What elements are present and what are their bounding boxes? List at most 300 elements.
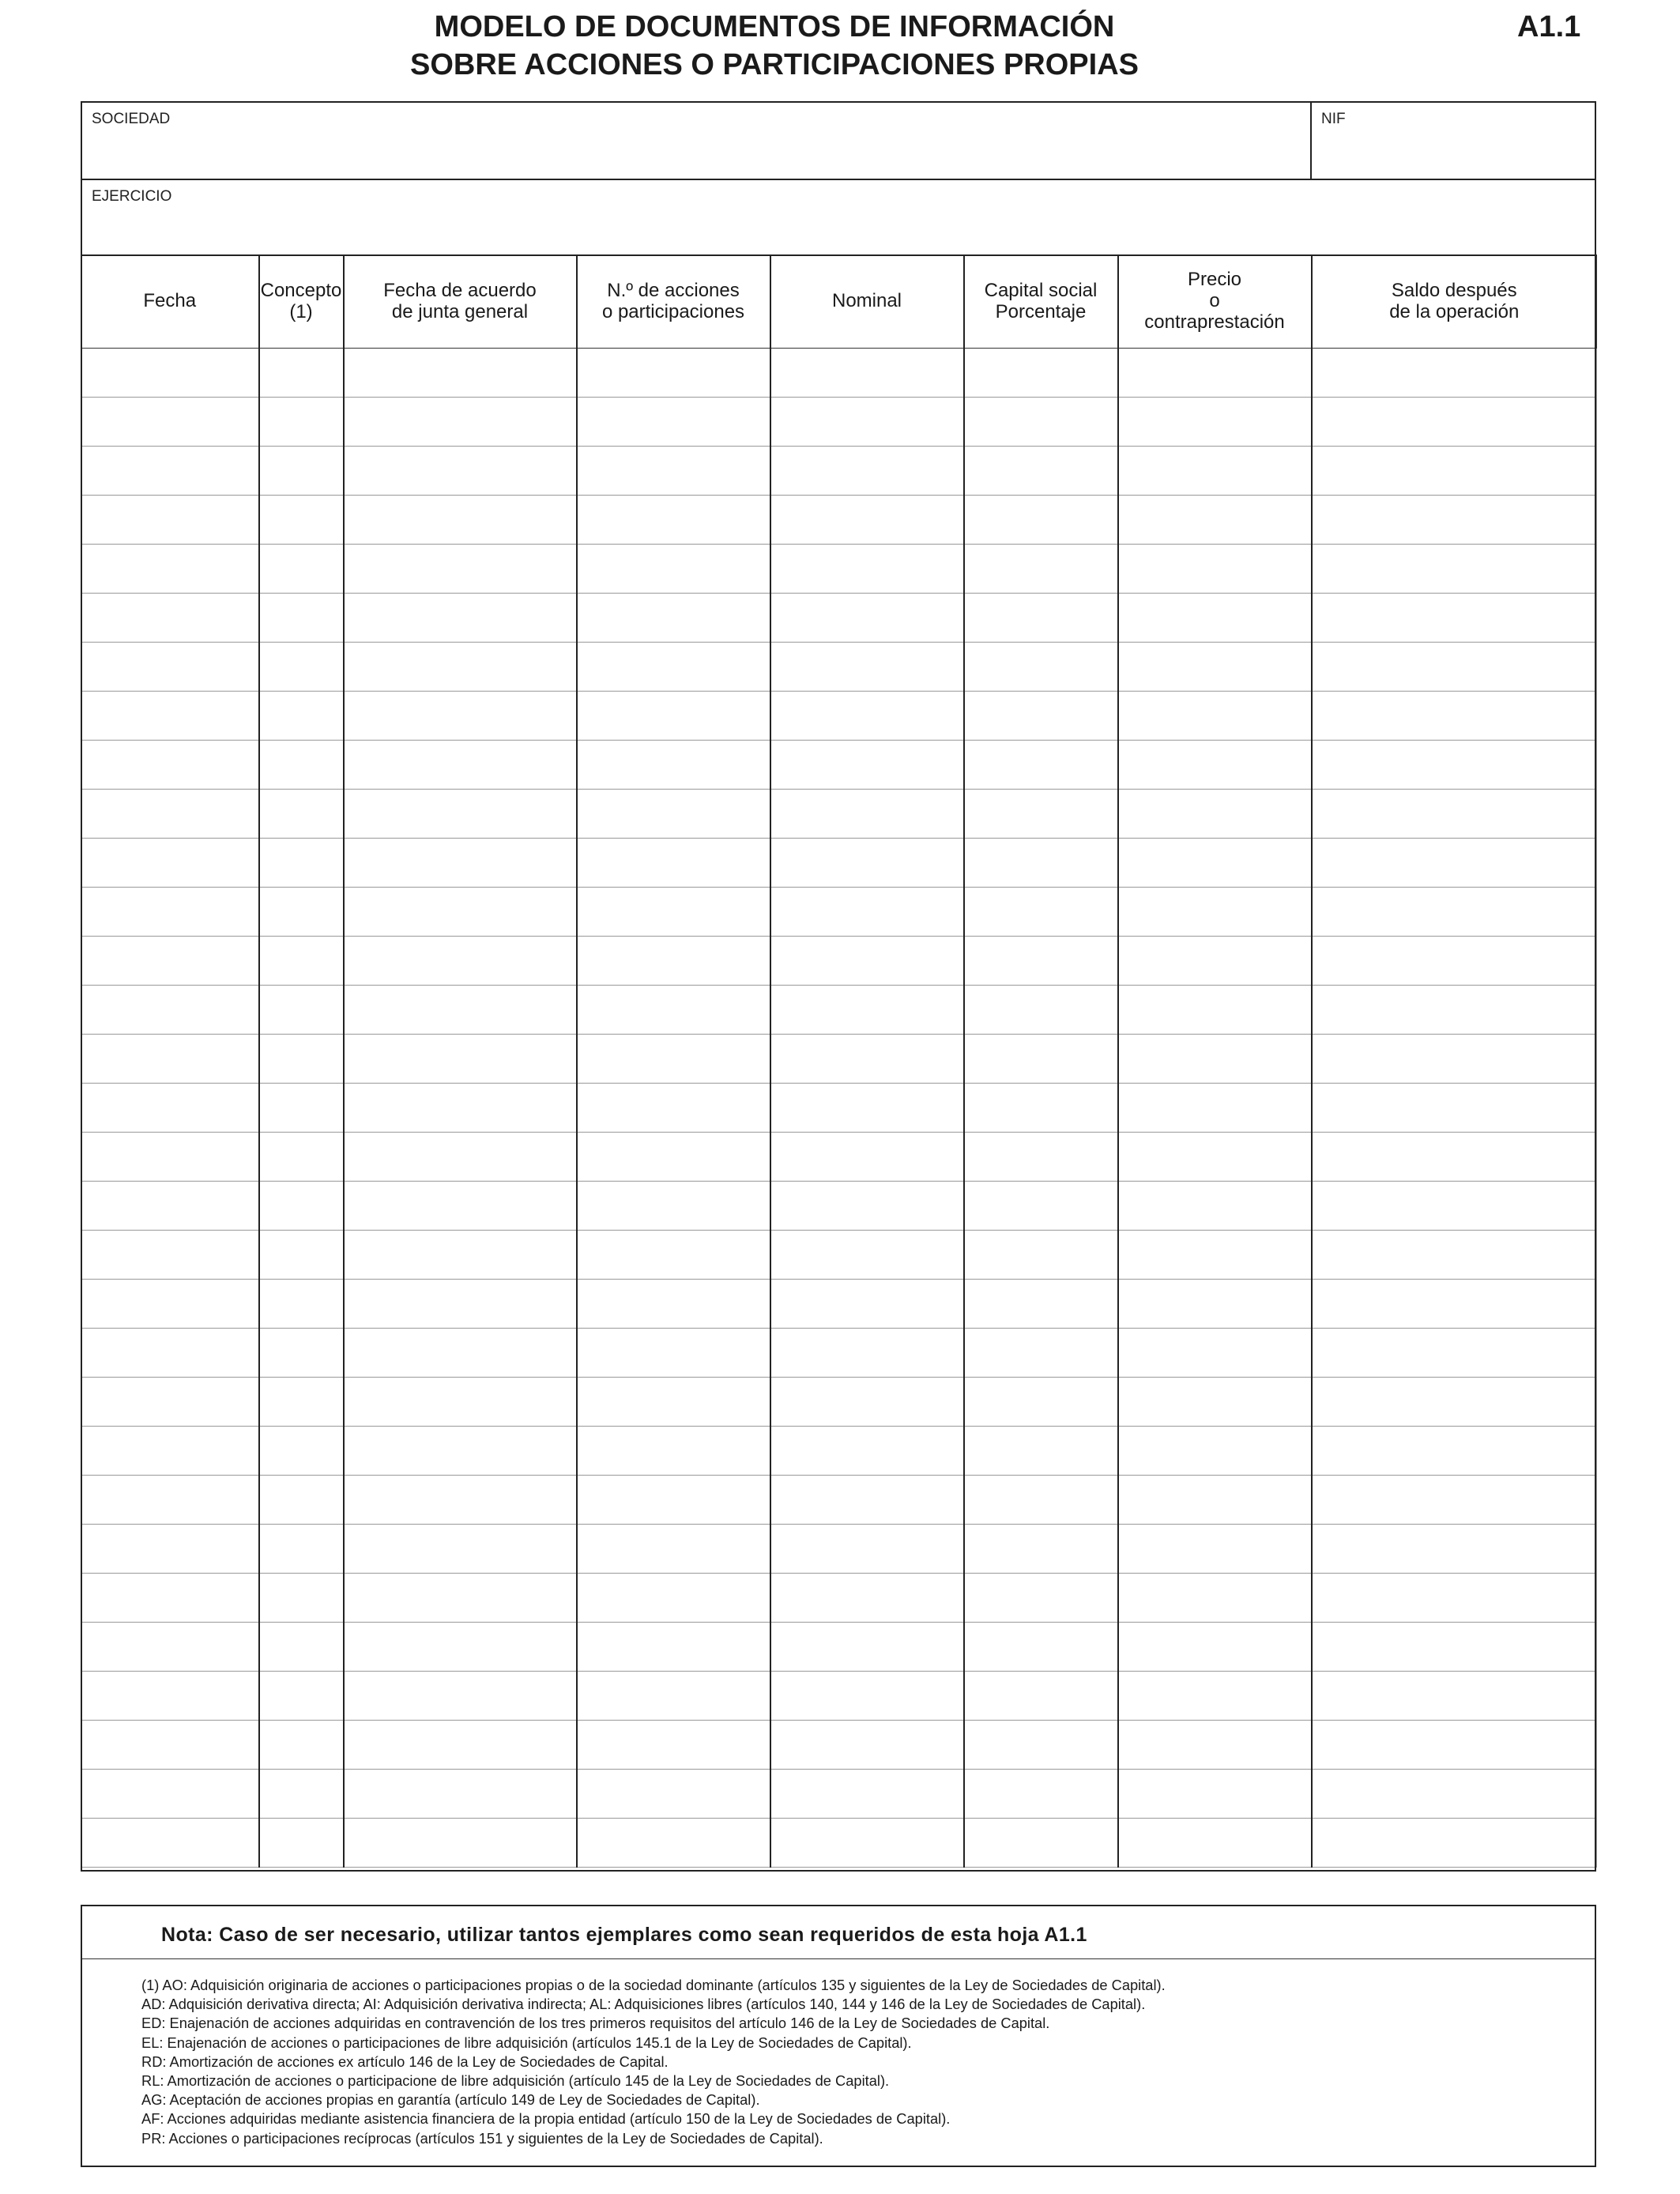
cell-fecha[interactable] — [81, 495, 259, 544]
cell-saldo[interactable] — [1312, 544, 1597, 593]
cell-concepto[interactable] — [259, 740, 344, 789]
cell-saldo[interactable] — [1312, 1083, 1597, 1132]
cell-fecha[interactable] — [81, 1377, 259, 1426]
cell-concepto[interactable] — [259, 348, 344, 397]
cell-precio[interactable] — [1118, 1230, 1312, 1279]
cell-capital-social[interactable] — [964, 1181, 1118, 1230]
cell-fecha[interactable] — [81, 789, 259, 838]
cell-nominal[interactable] — [770, 1328, 964, 1377]
cell-concepto[interactable] — [259, 691, 344, 740]
cell-fecha-acuerdo[interactable] — [344, 1377, 577, 1426]
cell-concepto[interactable] — [259, 1622, 344, 1671]
cell-precio[interactable] — [1118, 740, 1312, 789]
table-row — [81, 1426, 1597, 1475]
cell-saldo[interactable] — [1312, 1671, 1597, 1720]
cell-saldo[interactable] — [1312, 887, 1597, 936]
cell-nominal[interactable] — [770, 887, 964, 936]
column-header-fecha: Fecha — [81, 254, 259, 348]
cell-concepto[interactable] — [259, 1328, 344, 1377]
cell-saldo[interactable] — [1312, 1181, 1597, 1230]
cell-fecha-acuerdo[interactable] — [344, 1818, 577, 1867]
cell-num-acciones[interactable] — [577, 1426, 770, 1475]
cell-fecha[interactable] — [81, 1671, 259, 1720]
cell-num-acciones[interactable] — [577, 495, 770, 544]
cell-saldo[interactable] — [1312, 691, 1597, 740]
cell-capital-social[interactable] — [964, 348, 1118, 397]
cell-num-acciones[interactable] — [577, 1230, 770, 1279]
cell-saldo[interactable] — [1312, 1230, 1597, 1279]
cell-num-acciones[interactable] — [577, 446, 770, 495]
cell-capital-social[interactable] — [964, 544, 1118, 593]
cell-saldo[interactable] — [1312, 838, 1597, 887]
cell-fecha[interactable] — [81, 348, 259, 397]
footnotes-list — [141, 1976, 1166, 2148]
table-row — [81, 1181, 1597, 1230]
cell-nominal[interactable] — [770, 985, 964, 1034]
cell-saldo[interactable] — [1312, 1132, 1597, 1181]
cell-fecha[interactable] — [81, 1328, 259, 1377]
table-row — [81, 887, 1597, 936]
cell-capital-social[interactable] — [964, 740, 1118, 789]
cell-precio[interactable] — [1118, 1328, 1312, 1377]
cell-num-acciones[interactable] — [577, 789, 770, 838]
cell-precio[interactable] — [1118, 397, 1312, 446]
cell-fecha-acuerdo[interactable] — [344, 642, 577, 691]
cell-nominal[interactable] — [770, 1377, 964, 1426]
cell-nominal[interactable] — [770, 1524, 964, 1573]
cell-concepto[interactable] — [259, 495, 344, 544]
cell-concepto[interactable] — [259, 544, 344, 593]
footnote-line: EL: Enajenación de acciones o participaciones de libre adquisición (artículos 145.1 de la Ley de Sociedades de Capital). — [141, 2034, 912, 2051]
cell-num-acciones[interactable] — [577, 348, 770, 397]
table-row — [81, 1769, 1597, 1818]
cell-nominal[interactable] — [770, 446, 964, 495]
note-title: Nota: Caso de ser necesario, utilizar tantos ejemplares como sean requeridos de esta hoja A1.1 — [161, 1924, 1087, 1946]
cell-capital-social[interactable] — [964, 1769, 1118, 1818]
cell-num-acciones[interactable] — [577, 593, 770, 642]
sheet-code: A1.1 — [1517, 10, 1581, 43]
table-row — [81, 1524, 1597, 1573]
column-header-saldo: Saldo después de la operación — [1312, 254, 1597, 348]
cell-num-acciones[interactable] — [577, 1671, 770, 1720]
cell-fecha-acuerdo[interactable] — [344, 1426, 577, 1475]
cell-nominal[interactable] — [770, 397, 964, 446]
cell-num-acciones[interactable] — [577, 838, 770, 887]
cell-nominal[interactable] — [770, 1279, 964, 1328]
cell-saldo[interactable] — [1312, 1279, 1597, 1328]
cell-precio[interactable] — [1118, 1279, 1312, 1328]
cell-fecha-acuerdo[interactable] — [344, 348, 577, 397]
cell-precio[interactable] — [1118, 936, 1312, 985]
table-row — [81, 789, 1597, 838]
cell-precio[interactable] — [1118, 1426, 1312, 1475]
cell-nominal[interactable] — [770, 936, 964, 985]
nif-field[interactable] — [1310, 101, 1596, 180]
cell-num-acciones[interactable] — [577, 1475, 770, 1524]
table-row — [81, 1622, 1597, 1671]
cell-fecha[interactable] — [81, 1475, 259, 1524]
cell-num-acciones[interactable] — [577, 1181, 770, 1230]
cell-fecha[interactable] — [81, 1622, 259, 1671]
cell-nominal[interactable] — [770, 1769, 964, 1818]
table-row — [81, 838, 1597, 887]
cell-fecha[interactable] — [81, 1818, 259, 1867]
cell-concepto[interactable] — [259, 1573, 344, 1622]
cell-saldo[interactable] — [1312, 348, 1597, 397]
cell-saldo[interactable] — [1312, 1720, 1597, 1769]
cell-saldo[interactable] — [1312, 446, 1597, 495]
cell-num-acciones[interactable] — [577, 1622, 770, 1671]
cell-saldo[interactable] — [1312, 936, 1597, 985]
table-row — [81, 1230, 1597, 1279]
cell-capital-social[interactable] — [964, 397, 1118, 446]
cell-fecha-acuerdo[interactable] — [344, 887, 577, 936]
cell-num-acciones[interactable] — [577, 1034, 770, 1083]
cell-nominal[interactable] — [770, 691, 964, 740]
cell-concepto[interactable] — [259, 1524, 344, 1573]
cell-num-acciones[interactable] — [577, 1083, 770, 1132]
cell-capital-social[interactable] — [964, 1573, 1118, 1622]
cell-precio[interactable] — [1118, 495, 1312, 544]
footnote-line: RD: Amortización de acciones ex artículo 146 de la Ley de Sociedades de Capital. — [141, 2053, 669, 2070]
cell-saldo[interactable] — [1312, 593, 1597, 642]
cell-capital-social[interactable] — [964, 936, 1118, 985]
cell-capital-social[interactable] — [964, 887, 1118, 936]
cell-nominal[interactable] — [770, 1622, 964, 1671]
cell-num-acciones[interactable] — [577, 544, 770, 593]
cell-fecha[interactable] — [81, 593, 259, 642]
cell-fecha[interactable] — [81, 544, 259, 593]
cell-capital-social[interactable] — [964, 1524, 1118, 1573]
cell-capital-social[interactable] — [964, 1132, 1118, 1181]
cell-num-acciones[interactable] — [577, 1328, 770, 1377]
cell-nominal[interactable] — [770, 1426, 964, 1475]
cell-fecha[interactable] — [81, 691, 259, 740]
table-row — [81, 1279, 1597, 1328]
cell-precio[interactable] — [1118, 838, 1312, 887]
cell-nominal[interactable] — [770, 642, 964, 691]
cell-num-acciones[interactable] — [577, 936, 770, 985]
cell-saldo[interactable] — [1312, 642, 1597, 691]
cell-fecha[interactable] — [81, 1426, 259, 1475]
cell-precio[interactable] — [1118, 691, 1312, 740]
cell-concepto[interactable] — [259, 1818, 344, 1867]
cell-fecha[interactable] — [81, 1720, 259, 1769]
cell-fecha-acuerdo[interactable] — [344, 1622, 577, 1671]
cell-precio[interactable] — [1118, 985, 1312, 1034]
cell-num-acciones[interactable] — [577, 1377, 770, 1426]
cell-saldo[interactable] — [1312, 1769, 1597, 1818]
cell-nominal[interactable] — [770, 1181, 964, 1230]
cell-precio[interactable] — [1118, 789, 1312, 838]
cell-concepto[interactable] — [259, 1132, 344, 1181]
cell-concepto[interactable] — [259, 1279, 344, 1328]
cell-concepto[interactable] — [259, 397, 344, 446]
cell-concepto[interactable] — [259, 1671, 344, 1720]
note-divider — [82, 1958, 1595, 1959]
cell-precio[interactable] — [1118, 1377, 1312, 1426]
footnote-line: ED: Enajenación de acciones adquiridas en contravención de los tres primeros requisitos del artículo 146 de la Ley de Sociedades de Capital. — [141, 2015, 1050, 2032]
cell-num-acciones[interactable] — [577, 1524, 770, 1573]
cell-fecha-acuerdo[interactable] — [344, 1769, 577, 1818]
cell-precio[interactable] — [1118, 446, 1312, 495]
column-header-fecha-acuerdo: Fecha de acuerdo de junta general — [344, 254, 577, 348]
cell-nominal[interactable] — [770, 740, 964, 789]
cell-precio[interactable] — [1118, 1818, 1312, 1867]
cell-capital-social[interactable] — [964, 1426, 1118, 1475]
cell-precio[interactable] — [1118, 1671, 1312, 1720]
cell-concepto[interactable] — [259, 593, 344, 642]
cell-fecha[interactable] — [81, 936, 259, 985]
cell-nominal[interactable] — [770, 593, 964, 642]
ejercicio-field[interactable] — [81, 179, 1596, 256]
cell-precio[interactable] — [1118, 348, 1312, 397]
cell-fecha[interactable] — [81, 397, 259, 446]
cell-fecha-acuerdo[interactable] — [344, 1524, 577, 1573]
sociedad-field[interactable] — [81, 101, 1312, 180]
cell-concepto[interactable] — [259, 838, 344, 887]
cell-precio[interactable] — [1118, 1573, 1312, 1622]
cell-fecha-acuerdo[interactable] — [344, 789, 577, 838]
cell-nominal[interactable] — [770, 348, 964, 397]
cell-precio[interactable] — [1118, 642, 1312, 691]
cell-saldo[interactable] — [1312, 1377, 1597, 1426]
column-header-capital-social: Capital social Porcentaje — [964, 254, 1118, 348]
cell-concepto[interactable] — [259, 1426, 344, 1475]
nif-label: NIF — [1321, 111, 1346, 127]
cell-saldo[interactable] — [1312, 985, 1597, 1034]
title-line-1: MODELO DE DOCUMENTOS DE INFORMACIÓN — [434, 10, 1115, 43]
cell-precio[interactable] — [1118, 544, 1312, 593]
cell-concepto[interactable] — [259, 1181, 344, 1230]
cell-capital-social[interactable] — [964, 1720, 1118, 1769]
cell-fecha-acuerdo[interactable] — [344, 544, 577, 593]
table-row — [81, 1573, 1597, 1622]
cell-fecha-acuerdo[interactable] — [344, 1230, 577, 1279]
cell-saldo[interactable] — [1312, 1034, 1597, 1083]
cell-fecha[interactable] — [81, 838, 259, 887]
table-row — [81, 1328, 1597, 1377]
cell-concepto[interactable] — [259, 1230, 344, 1279]
cell-precio[interactable] — [1118, 593, 1312, 642]
cell-fecha[interactable] — [81, 1524, 259, 1573]
table-row — [81, 544, 1597, 593]
cell-saldo[interactable] — [1312, 740, 1597, 789]
title-line-2: SOBRE ACCIONES O PARTICIPACIONES PROPIAS — [410, 48, 1139, 81]
table-row — [81, 446, 1597, 495]
cell-fecha[interactable] — [81, 1181, 259, 1230]
cell-fecha-acuerdo[interactable] — [344, 1279, 577, 1328]
column-header-nominal: Nominal — [770, 254, 964, 348]
cell-precio[interactable] — [1118, 1083, 1312, 1132]
cell-capital-social[interactable] — [964, 1034, 1118, 1083]
cell-fecha-acuerdo[interactable] — [344, 985, 577, 1034]
sociedad-label: SOCIEDAD — [92, 111, 171, 127]
cell-saldo[interactable] — [1312, 397, 1597, 446]
cell-saldo[interactable] — [1312, 495, 1597, 544]
cell-fecha-acuerdo[interactable] — [344, 397, 577, 446]
table-row — [81, 1083, 1597, 1132]
cell-num-acciones[interactable] — [577, 1818, 770, 1867]
cell-nominal[interactable] — [770, 1573, 964, 1622]
cell-fecha-acuerdo[interactable] — [344, 1181, 577, 1230]
column-header-concepto: Concepto (1) — [259, 254, 344, 348]
cell-concepto[interactable] — [259, 1475, 344, 1524]
cell-num-acciones[interactable] — [577, 397, 770, 446]
cell-fecha-acuerdo[interactable] — [344, 1573, 577, 1622]
footnote-line: AF: Acciones adquiridas mediante asistencia financiera de la propia entidad (artículo 150 de la Ley de Sociedades de Capital). — [141, 2110, 951, 2128]
cell-fecha[interactable] — [81, 642, 259, 691]
cell-saldo[interactable] — [1312, 1622, 1597, 1671]
cell-fecha-acuerdo[interactable] — [344, 1671, 577, 1720]
cell-num-acciones[interactable] — [577, 740, 770, 789]
cell-num-acciones[interactable] — [577, 1132, 770, 1181]
cell-capital-social[interactable] — [964, 1622, 1118, 1671]
cell-fecha[interactable] — [81, 1769, 259, 1818]
cell-fecha[interactable] — [81, 1083, 259, 1132]
cell-fecha-acuerdo[interactable] — [344, 1083, 577, 1132]
cell-precio[interactable] — [1118, 1622, 1312, 1671]
cell-saldo[interactable] — [1312, 789, 1597, 838]
cell-fecha-acuerdo[interactable] — [344, 1328, 577, 1377]
cell-nominal[interactable] — [770, 1132, 964, 1181]
cell-capital-social[interactable] — [964, 1328, 1118, 1377]
cell-nominal[interactable] — [770, 1720, 964, 1769]
cell-nominal[interactable] — [770, 495, 964, 544]
cell-concepto[interactable] — [259, 1769, 344, 1818]
cell-concepto[interactable] — [259, 1034, 344, 1083]
cell-capital-social[interactable] — [964, 1230, 1118, 1279]
cell-saldo[interactable] — [1312, 1475, 1597, 1524]
cell-concepto[interactable] — [259, 936, 344, 985]
cell-fecha[interactable] — [81, 1573, 259, 1622]
cell-capital-social[interactable] — [964, 1671, 1118, 1720]
cell-fecha[interactable] — [81, 1034, 259, 1083]
cell-precio[interactable] — [1118, 1181, 1312, 1230]
cell-fecha-acuerdo[interactable] — [344, 1034, 577, 1083]
cell-precio[interactable] — [1118, 1475, 1312, 1524]
cell-precio[interactable] — [1118, 1769, 1312, 1818]
cell-fecha-acuerdo[interactable] — [344, 740, 577, 789]
cell-capital-social[interactable] — [964, 446, 1118, 495]
cell-nominal[interactable] — [770, 1083, 964, 1132]
table-row — [81, 348, 1597, 397]
cell-capital-social[interactable] — [964, 691, 1118, 740]
cell-fecha[interactable] — [81, 446, 259, 495]
cell-num-acciones[interactable] — [577, 887, 770, 936]
cell-nominal[interactable] — [770, 1671, 964, 1720]
cell-fecha[interactable] — [81, 985, 259, 1034]
cell-nominal[interactable] — [770, 1034, 964, 1083]
cell-nominal[interactable] — [770, 838, 964, 887]
cell-fecha-acuerdo[interactable] — [344, 1475, 577, 1524]
cell-nominal[interactable] — [770, 789, 964, 838]
table-row — [81, 495, 1597, 544]
cell-num-acciones[interactable] — [577, 691, 770, 740]
cell-fecha-acuerdo[interactable] — [344, 838, 577, 887]
cell-concepto[interactable] — [259, 1377, 344, 1426]
cell-num-acciones[interactable] — [577, 1720, 770, 1769]
cell-fecha-acuerdo[interactable] — [344, 936, 577, 985]
cell-num-acciones[interactable] — [577, 1769, 770, 1818]
cell-precio[interactable] — [1118, 1132, 1312, 1181]
cell-capital-social[interactable] — [964, 1377, 1118, 1426]
table-header-row — [81, 254, 1597, 348]
cell-fecha-acuerdo[interactable] — [344, 593, 577, 642]
cell-fecha-acuerdo[interactable] — [344, 1132, 577, 1181]
cell-num-acciones[interactable] — [577, 642, 770, 691]
cell-saldo[interactable] — [1312, 1573, 1597, 1622]
cell-fecha-acuerdo[interactable] — [344, 446, 577, 495]
cell-num-acciones[interactable] — [577, 1573, 770, 1622]
cell-capital-social[interactable] — [964, 789, 1118, 838]
cell-saldo[interactable] — [1312, 1524, 1597, 1573]
table-row — [81, 1034, 1597, 1083]
cell-fecha[interactable] — [81, 1132, 259, 1181]
cell-fecha[interactable] — [81, 1279, 259, 1328]
cell-fecha-acuerdo[interactable] — [344, 495, 577, 544]
cell-concepto[interactable] — [259, 789, 344, 838]
cell-concepto[interactable] — [259, 446, 344, 495]
table-row — [81, 1818, 1597, 1867]
cell-precio[interactable] — [1118, 887, 1312, 936]
cell-capital-social[interactable] — [964, 1475, 1118, 1524]
cell-num-acciones[interactable] — [577, 1279, 770, 1328]
document-title — [237, 8, 1312, 84]
table-row — [81, 1720, 1597, 1769]
table-row — [81, 1671, 1597, 1720]
cell-nominal[interactable] — [770, 1230, 964, 1279]
cell-fecha[interactable] — [81, 740, 259, 789]
cell-num-acciones[interactable] — [577, 985, 770, 1034]
table-row — [81, 740, 1597, 789]
cell-capital-social[interactable] — [964, 838, 1118, 887]
cell-nominal[interactable] — [770, 1818, 964, 1867]
cell-fecha-acuerdo[interactable] — [344, 1720, 577, 1769]
cell-concepto[interactable] — [259, 1720, 344, 1769]
cell-concepto[interactable] — [259, 985, 344, 1034]
cell-nominal[interactable] — [770, 544, 964, 593]
operations-table — [81, 254, 1597, 1868]
cell-concepto[interactable] — [259, 1083, 344, 1132]
footnote-line: AD: Adquisición derivativa directa; AI: Adquisición derivativa indirecta; AL: Adquisiciones libres (artículos 140, 144 y 146 de la Ley de Sociedades de Capital). — [141, 1996, 1146, 2013]
column-header-precio: Precio o contraprestación — [1118, 254, 1312, 348]
cell-capital-social[interactable] — [964, 1818, 1118, 1867]
column-header-num-acciones: N.º de acciones o participaciones — [577, 254, 770, 348]
cell-fecha-acuerdo[interactable] — [344, 691, 577, 740]
cell-capital-social[interactable] — [964, 1279, 1118, 1328]
cell-capital-social[interactable] — [964, 985, 1118, 1034]
cell-capital-social[interactable] — [964, 593, 1118, 642]
table-row — [81, 1132, 1597, 1181]
cell-precio[interactable] — [1118, 1034, 1312, 1083]
cell-precio[interactable] — [1118, 1524, 1312, 1573]
cell-capital-social[interactable] — [964, 642, 1118, 691]
table-row — [81, 691, 1597, 740]
cell-saldo[interactable] — [1312, 1818, 1597, 1867]
cell-fecha[interactable] — [81, 887, 259, 936]
cell-saldo[interactable] — [1312, 1426, 1597, 1475]
cell-concepto[interactable] — [259, 887, 344, 936]
cell-capital-social[interactable] — [964, 495, 1118, 544]
cell-saldo[interactable] — [1312, 1328, 1597, 1377]
cell-capital-social[interactable] — [964, 1083, 1118, 1132]
cell-nominal[interactable] — [770, 1475, 964, 1524]
cell-concepto[interactable] — [259, 642, 344, 691]
cell-precio[interactable] — [1118, 1720, 1312, 1769]
table-row — [81, 593, 1597, 642]
cell-fecha[interactable] — [81, 1230, 259, 1279]
